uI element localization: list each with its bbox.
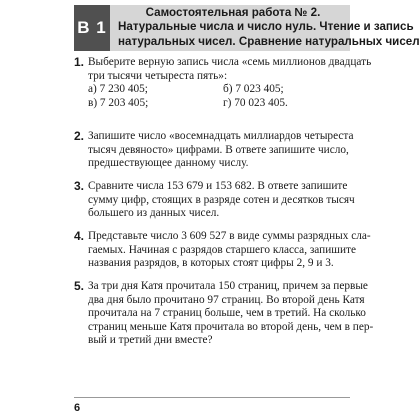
task-line: За три дня Катя прочитала 150 страниц, причем за первые: [88, 280, 368, 292]
footer-divider: [74, 397, 350, 398]
options-row: [88, 83, 328, 97]
task-line: вый и третий дни вместе?: [88, 334, 213, 347]
task-line: Запишите число «восемнадцать миллиардов четыреста: [88, 130, 354, 142]
answer-option-b: б) 7 023 405;: [223, 83, 284, 96]
task-number: 5.: [74, 279, 85, 293]
task-line: два дня было прочитано 97 страниц. Во второй день Катя: [88, 293, 365, 306]
variant-badge: В 1: [74, 5, 110, 51]
answer-option-c: в) 7 203 405;: [88, 96, 149, 109]
task-text: [88, 56, 372, 83]
task-line: страниц меньше Катя прочитала во второй день, чем в пер-: [88, 320, 374, 333]
answer-option-a: а) 7 230 405;: [88, 83, 148, 96]
task-line: гаемых. Начиная с разрядов старшего класса, запишите: [88, 243, 356, 256]
task-line: три тысячи четыреста пять»:: [88, 69, 228, 82]
page-number: 6: [74, 402, 81, 414]
answer-option-d: г) 70 023 405.: [223, 96, 288, 109]
task-line: Выберите верную запись числа «семь миллионов двадцать: [88, 56, 372, 68]
task-text: [88, 280, 374, 348]
task-line: Сравните числа 153 679 и 153 682. В ответе запишите: [88, 180, 348, 192]
task-number: 1.: [74, 55, 85, 69]
work-title: [118, 6, 420, 49]
task-text: [88, 130, 364, 171]
work-title-line: натуральных чисел. Сравнение натуральных чисел: [118, 34, 420, 48]
answer-options: [88, 83, 328, 110]
task-text: [88, 180, 364, 221]
task-line: сумму цифр, стоящих в разряде сотен и десятков тысяч: [88, 193, 355, 206]
task-number: 3.: [74, 179, 85, 193]
task-text: [88, 230, 371, 271]
work-title-line: Самостоятельная работа № 2.: [145, 6, 321, 19]
task-number: 2.: [74, 129, 85, 143]
task-line: Представьте число 3 609 527 в виде суммы разрядных сла-: [88, 230, 371, 242]
task-line: предшествующее данному числу.: [88, 157, 249, 170]
task-line: большего из данных чисел.: [88, 207, 220, 220]
task-line: названия разрядов, в которых стоят цифры 2, 9 и 3.: [88, 257, 334, 270]
work-title-line: Натуральные числа и число нуль. Чтение и запись: [118, 20, 414, 34]
task-line: тысяч девяносто» цифрами. В ответе запишите число,: [88, 143, 349, 156]
task-line: прочитала на 7 страниц больше, чем в третий. На сколько: [88, 307, 366, 320]
task-number: 4.: [74, 229, 85, 243]
options-row: [88, 97, 328, 111]
